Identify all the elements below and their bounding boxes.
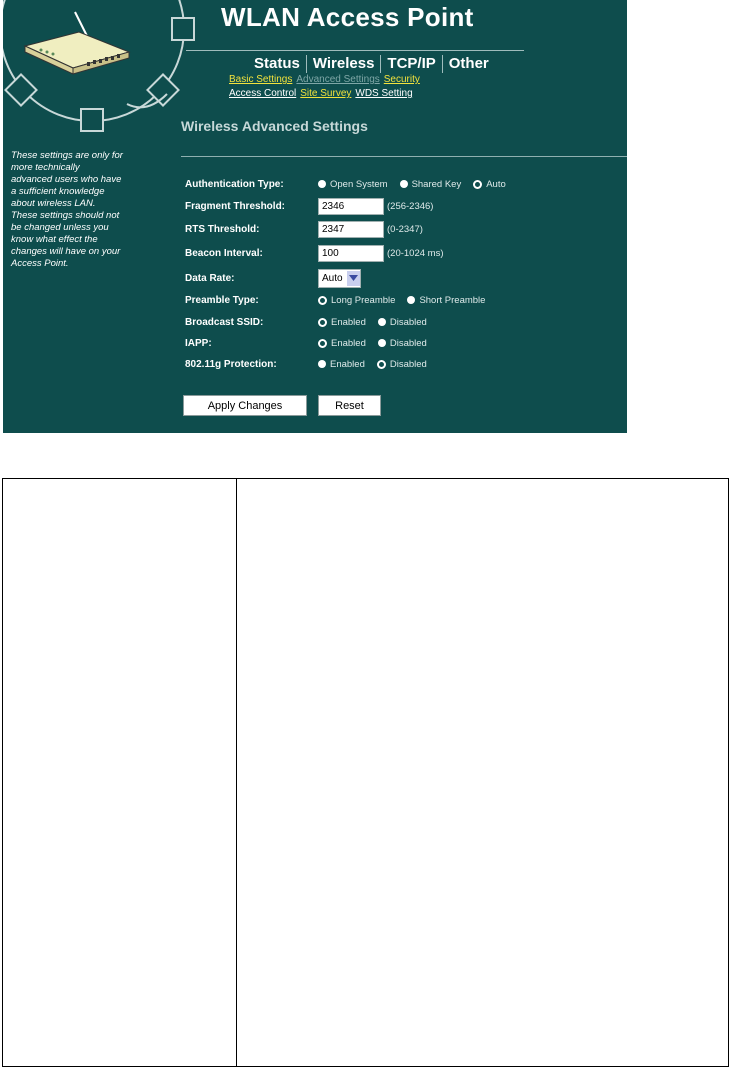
- iapp-row: [185, 333, 439, 353]
- subnav-basic-settings[interactable]: Basic Settings: [229, 74, 293, 85]
- radio-off-icon: [318, 360, 326, 368]
- radio-on-icon: [473, 180, 482, 189]
- sidebar-help-text: These settings are only for more technically advanced users who have a sufficient knowledge about wireless LAN. These settings should not be changed unless you know what effect the changes will have on your Access Point.: [11, 150, 123, 269]
- tab-wireless[interactable]: Wireless: [306, 55, 381, 73]
- router-admin-screenshot: [3, 0, 627, 433]
- subnav-advanced-settings[interactable]: Advanced Settings: [296, 74, 380, 85]
- radio-off-icon: [318, 180, 326, 188]
- description-table: [2, 478, 729, 1067]
- radio-on-icon: [377, 360, 386, 369]
- subnav-site-survey[interactable]: Site Survey: [300, 88, 352, 99]
- fragment-threshold-label: Fragment Threshold:: [185, 200, 286, 212]
- subnav-access-control[interactable]: Access Control: [229, 88, 297, 99]
- preamble-short-radio[interactable]: [407, 295, 485, 306]
- data-rate-value: Auto: [322, 272, 343, 284]
- auth-open-system-radio[interactable]: [318, 179, 388, 190]
- protection-11g-row: [185, 354, 439, 374]
- fragment-threshold-input[interactable]: [318, 198, 384, 215]
- auth-type-row: [185, 174, 518, 194]
- auth-shared-key-radio[interactable]: [400, 179, 462, 190]
- protection-disabled-radio[interactable]: [377, 359, 427, 370]
- iapp-disabled-radio[interactable]: [378, 338, 427, 349]
- radio-label: Open System: [330, 178, 388, 190]
- subnav-row-1: [229, 74, 420, 85]
- rts-threshold-row: [185, 219, 423, 239]
- preamble-type-label: Preamble Type:: [185, 294, 259, 306]
- preamble-long-radio[interactable]: [318, 295, 395, 306]
- radio-label: Disabled: [389, 316, 427, 328]
- radio-on-icon: [318, 318, 327, 327]
- beacon-interval-label: Beacon Interval:: [185, 247, 263, 259]
- radio-label: Long Preamble: [331, 294, 396, 306]
- tab-status[interactable]: Status: [254, 55, 300, 72]
- data-rate-label: Data Rate:: [185, 272, 235, 284]
- reset-button[interactable]: Reset: [318, 395, 381, 416]
- fragment-threshold-range: (256-2346): [387, 200, 434, 212]
- radio-label: Disabled: [389, 337, 427, 349]
- rts-threshold-label: RTS Threshold:: [185, 223, 260, 235]
- app-title: WLAN Access Point: [221, 2, 474, 32]
- table-column-divider: [236, 479, 237, 1066]
- data-rate-select[interactable]: [318, 269, 361, 288]
- radio-off-icon: [400, 180, 408, 188]
- iapp-label: IAPP:: [185, 337, 212, 349]
- rts-threshold-input[interactable]: [318, 221, 384, 238]
- radio-off-icon: [378, 339, 386, 347]
- page-title: Wireless Advanced Settings: [181, 118, 368, 134]
- rts-threshold-range: (0-2347): [387, 223, 423, 235]
- broadcast-ssid-row: [185, 312, 439, 332]
- data-rate-row: [185, 268, 361, 288]
- radio-on-icon: [318, 296, 327, 305]
- radio-label: Shared Key: [411, 178, 462, 190]
- subnav-wds-setting[interactable]: WDS Setting: [355, 88, 413, 99]
- tab-other[interactable]: Other: [442, 55, 495, 73]
- radio-off-icon: [407, 296, 415, 304]
- section-divider: [181, 156, 627, 157]
- radio-label: Disabled: [389, 358, 427, 370]
- subnav-security[interactable]: Security: [383, 74, 420, 85]
- auth-auto-radio[interactable]: [473, 179, 506, 190]
- beacon-interval-range: (20-1024 ms): [387, 247, 444, 259]
- radio-label: Enabled: [331, 337, 366, 349]
- broadcast-ssid-label: Broadcast SSID:: [185, 316, 264, 328]
- broadcast-ssid-disabled-radio[interactable]: [378, 317, 427, 328]
- protection-enabled-radio[interactable]: [318, 359, 365, 370]
- chevron-down-icon[interactable]: [347, 271, 360, 286]
- router-icon: [17, 10, 137, 80]
- preamble-type-row: [185, 290, 497, 310]
- apply-changes-button[interactable]: Apply Changes: [183, 395, 307, 416]
- radio-off-icon: [378, 318, 386, 326]
- radio-label: Enabled: [330, 358, 365, 370]
- radio-label: Enabled: [331, 316, 366, 328]
- radio-label: Auto: [486, 178, 506, 190]
- broadcast-ssid-enabled-radio[interactable]: [318, 317, 366, 328]
- tab-tcpip[interactable]: TCP/IP: [380, 55, 441, 73]
- iapp-enabled-radio[interactable]: [318, 338, 366, 349]
- tab-divider-line: [186, 50, 524, 51]
- radio-on-icon: [318, 339, 327, 348]
- beacon-interval-row: [185, 243, 444, 263]
- subnav-row-2: [229, 88, 413, 99]
- fragment-threshold-row: [185, 196, 433, 216]
- main-tabs: [248, 55, 495, 73]
- radio-label: Short Preamble: [419, 294, 486, 306]
- auth-type-label: Authentication Type:: [185, 178, 284, 190]
- protection-11g-label: 802.11g Protection:: [185, 358, 277, 370]
- beacon-interval-input[interactable]: [318, 245, 384, 262]
